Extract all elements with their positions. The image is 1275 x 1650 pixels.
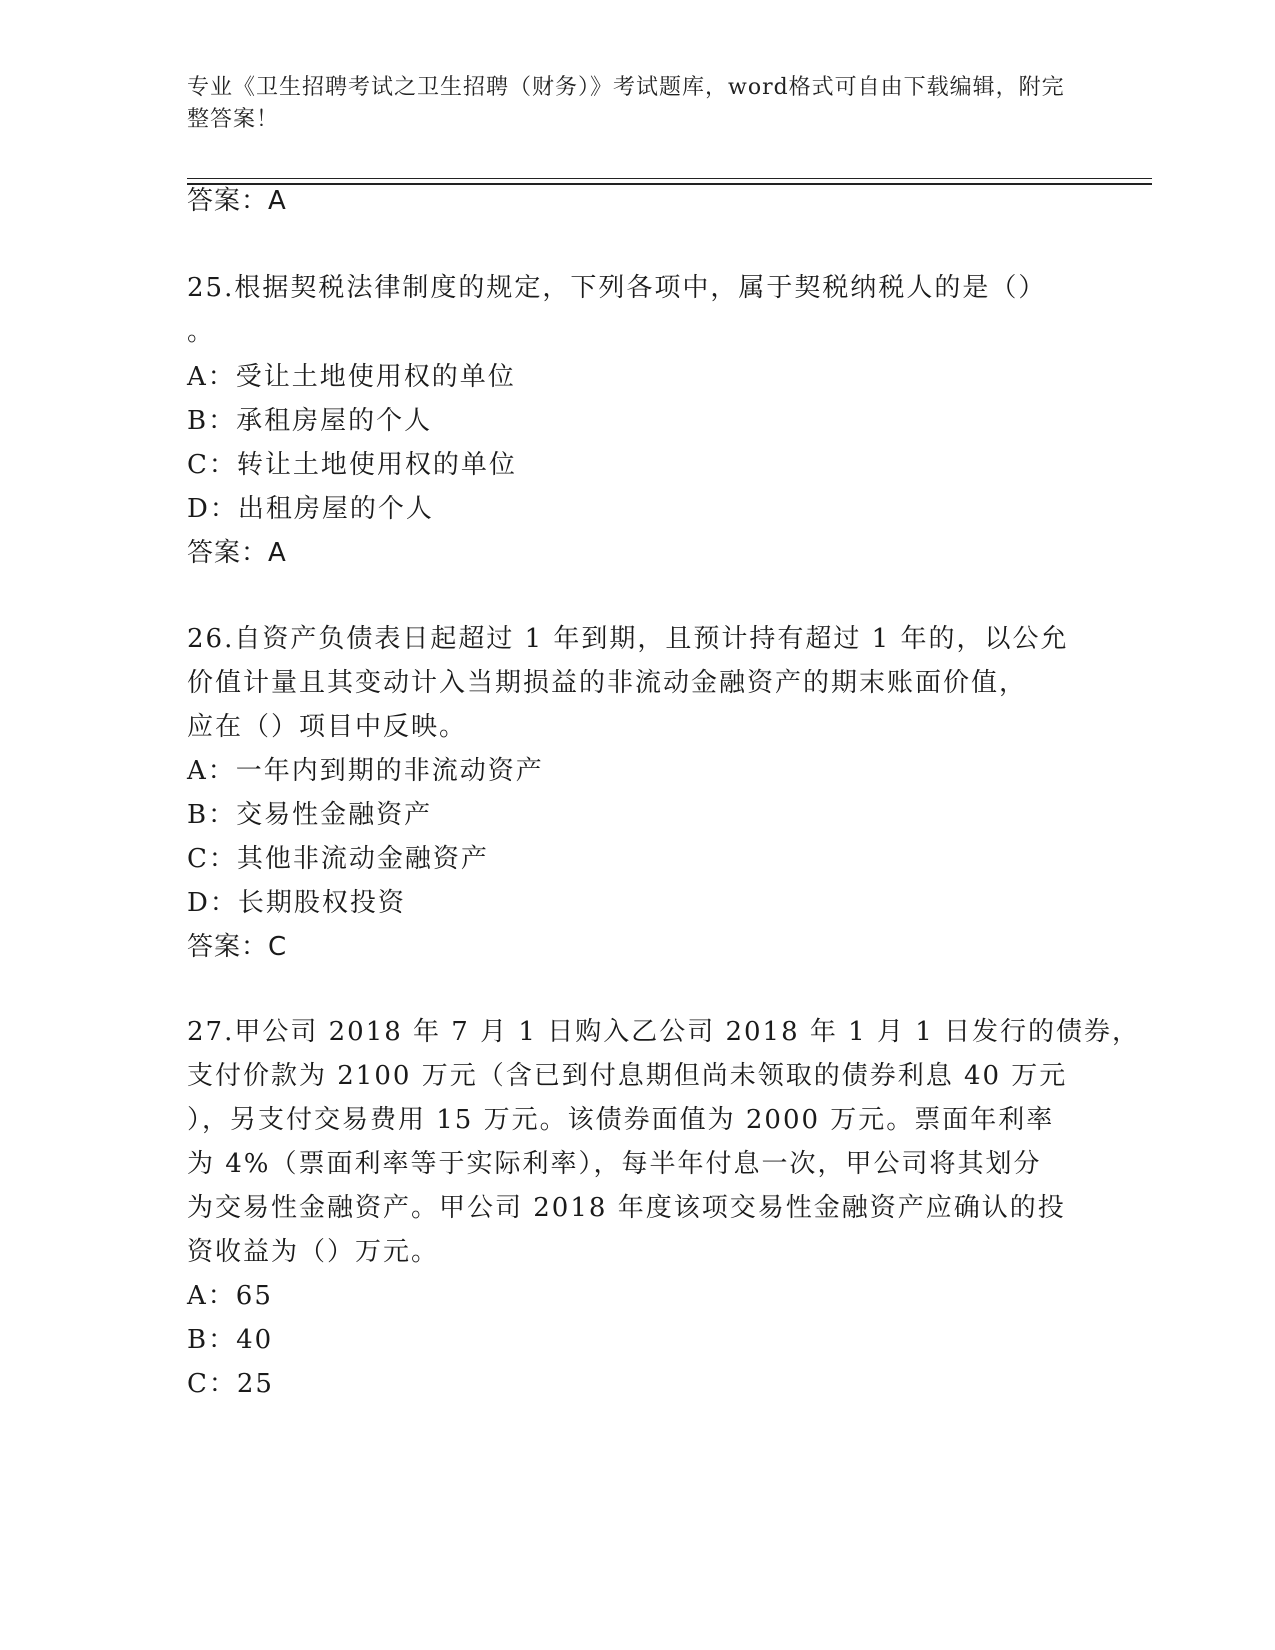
header-divider-thick (187, 183, 1152, 185)
q27-stem-line-3: ），另支付交易费用 15 万元。该债券面值为 2000 万元。票面年利率 (187, 1105, 1055, 1135)
q27-option-c: C：25 (187, 1369, 274, 1399)
q27-stem-line-6: 资收益为（）万元。 (187, 1237, 440, 1267)
q27-option-a: A：65 (187, 1281, 273, 1311)
q26-option-c: C：其他非流动金融资产 (187, 844, 489, 874)
q27-stem-line-2: 支付价款为 2100 万元（含已到付息期但尚未领取的债券利息 40 万元 (187, 1061, 1068, 1091)
q27-stem-line-4: 为 4%（票面利率等于实际利率），每半年付息一次，甲公司将其划分 (187, 1149, 1042, 1179)
q25-stem-line-2: 。 (187, 317, 216, 347)
q26-option-d: D：长期股权投资 (187, 888, 406, 918)
document-header: 专业《卫生招聘考试之卫生招聘（财务）》考试题库，word格式可自由下载编辑，附完整答案！ (187, 75, 1065, 132)
answer-prev-question: 答案：A (187, 186, 287, 216)
q27-stem-line-5: 为交易性金融资产。甲公司 2018 年度该项交易性金融资产应确认的投 (187, 1193, 1066, 1223)
q26-stem-line-3: 应在（）项目中反映。 (187, 712, 468, 742)
q27-stem-line-1: 27.甲公司 2018 年 7 月 1 日购入乙公司 2018 年 1 月 1 日发行的债券， (187, 1017, 1141, 1047)
q26-option-a: A：一年内到期的非流动资产 (187, 756, 544, 786)
header-divider-thin (187, 178, 1152, 179)
q26-answer: 答案：C (187, 932, 288, 962)
q25-stem-line-1: 25.根据契税法律制度的规定，下列各项中，属于契税纳税人的是（） (187, 273, 1047, 303)
q25-option-c: C：转让土地使用权的单位 (187, 450, 517, 480)
q25-option-d: D：出租房屋的个人 (187, 494, 434, 524)
q25-option-b: B：承租房屋的个人 (187, 406, 433, 436)
q25-option-a: A：受让土地使用权的单位 (187, 362, 516, 392)
q26-option-b: B：交易性金融资产 (187, 800, 433, 830)
q25-answer: 答案：A (187, 538, 287, 568)
q26-stem-line-2: 价值计量且其变动计入当期损益的非流动金融资产的期末账面价值， (187, 668, 1028, 698)
q27-option-b: B：40 (187, 1325, 274, 1355)
q26-stem-line-1: 26.自资产负债表日起超过 1 年到期，且预计持有超过 1 年的，以公允 (187, 624, 1069, 654)
